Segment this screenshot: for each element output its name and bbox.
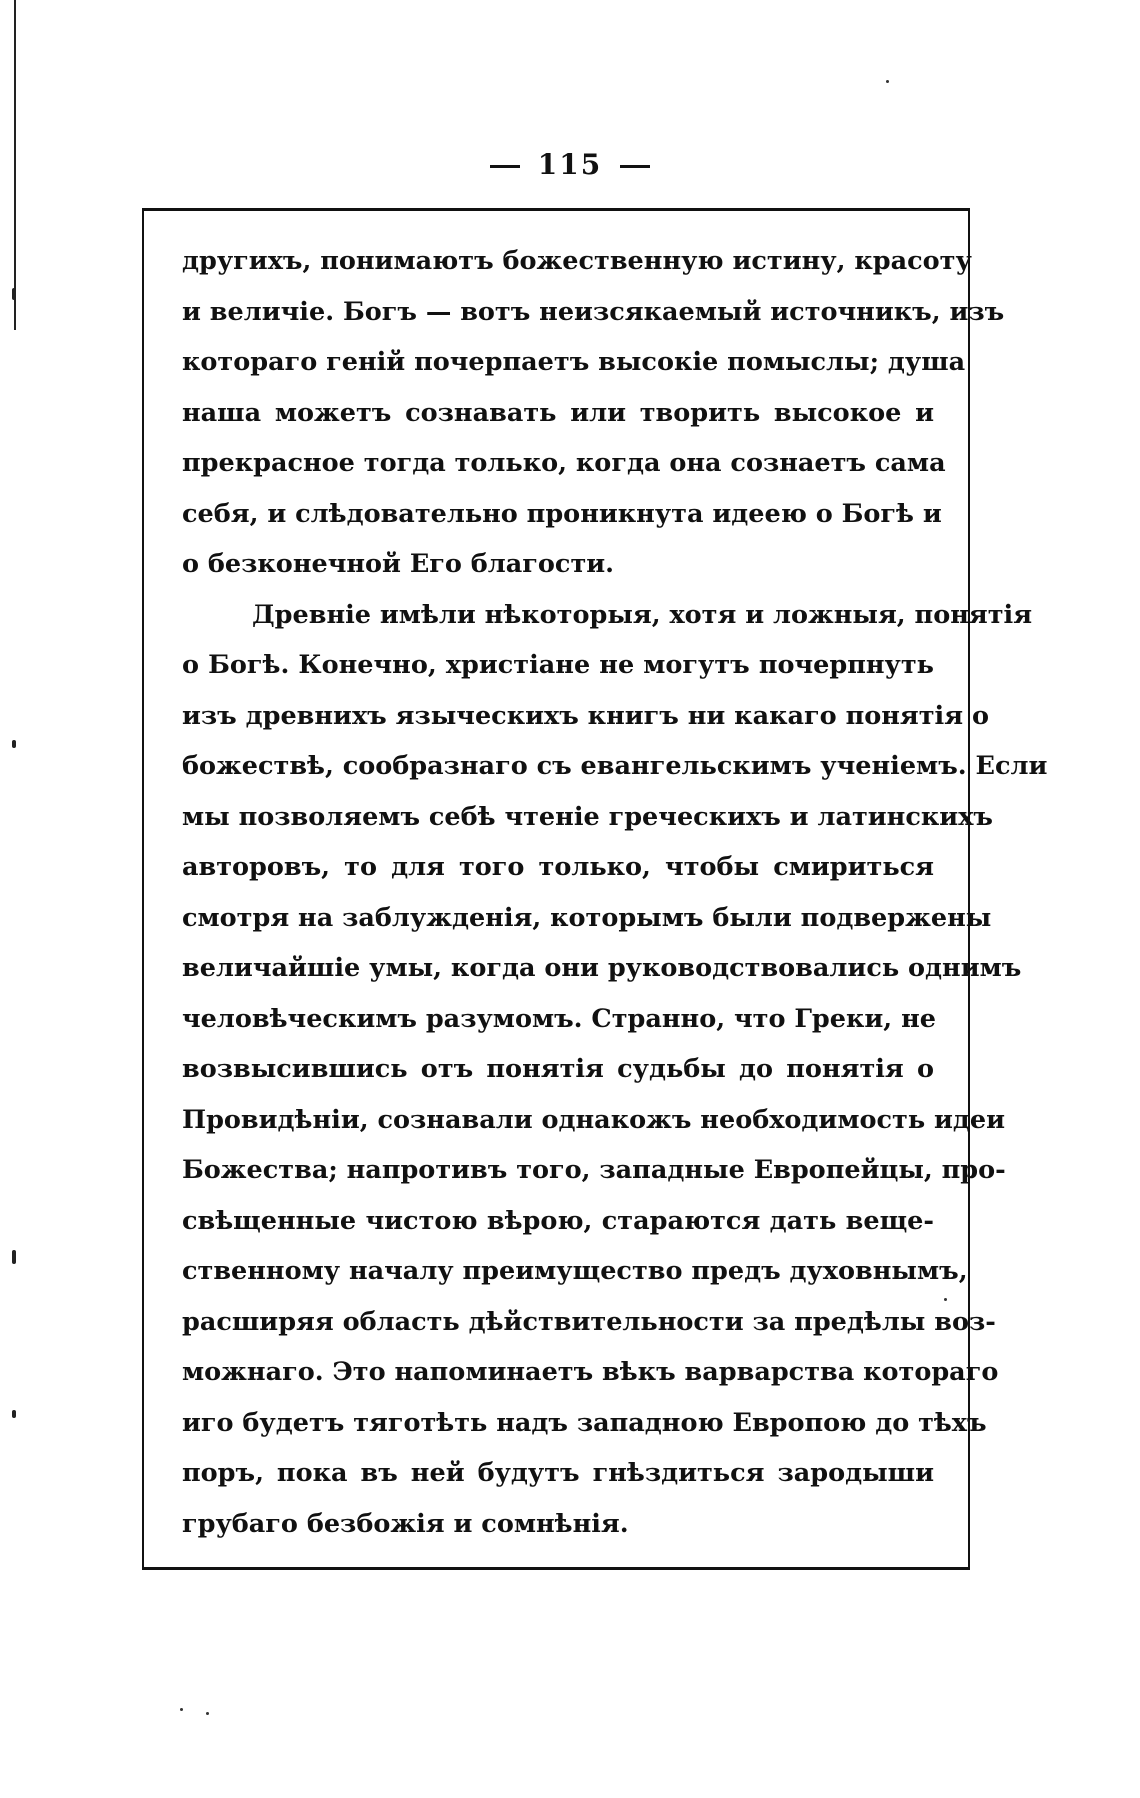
text-line: изъ древнихъ языческихъ книгъ ни какаго понятія о	[182, 700, 989, 731]
text-line: человѣческимъ разумомъ. Странно, что Греки, не	[182, 1003, 936, 1034]
text-line: ственному началу преимущество предъ духовнымъ,	[182, 1256, 968, 1286]
text-line: смотря на заблужденія, которымъ были подвержены	[182, 902, 992, 933]
scan-edge-mark	[12, 288, 16, 300]
text-line: наша можетъ сознавать или творить высокое и	[182, 397, 934, 428]
text-line: Древніе имѣли нѣкоторыя, хотя и ложныя, понятія	[252, 599, 1033, 630]
text-line: авторовъ, то для того только, чтобы смириться	[182, 852, 934, 882]
text-line: о Богѣ. Конечно, христіане не могутъ почерпнуть	[182, 650, 934, 680]
dash-right	[620, 165, 650, 168]
text-line: величайшіе умы, когда они руководствовались однимъ	[182, 953, 1022, 983]
text-line: котораго геній почерпаетъ высокіе помыслы; душа	[182, 347, 966, 377]
scan-edge-mark	[12, 1410, 16, 1418]
scan-speck	[886, 80, 889, 83]
scan-speck	[180, 1708, 183, 1711]
text-line: свѣщенные чистою вѣрою, стараются дать веще-	[182, 1205, 934, 1236]
page-number-value: 115	[537, 148, 603, 181]
scan-edge-mark	[12, 1250, 16, 1264]
text-line: грубаго безбожія и сомнѣнія.	[182, 1508, 629, 1539]
text-line: мы позволяемъ себѣ чтеніе греческихъ и латинскихъ	[182, 801, 993, 832]
text-line: Божества; напротивъ того, западные Европейцы, про-	[182, 1155, 1006, 1185]
text-line: о безконечной Его благости.	[182, 549, 615, 579]
page-number	[0, 148, 1140, 181]
text-line: иго будетъ тяготѣть надъ западною Европою до тѣхъ	[182, 1407, 987, 1438]
text-line: и величіе. Богъ — вотъ неизсякаемый источникъ, изъ	[182, 296, 1005, 327]
text-line: возвысившись отъ понятія судьбы до понятія о	[182, 1054, 934, 1084]
text-line: другихъ, понимаютъ божественную истину, красоту	[182, 246, 972, 276]
dash-left	[490, 165, 520, 168]
text-line: прекрасное тогда только, когда она сознаетъ сама	[182, 448, 946, 478]
text-line: поръ, пока въ ней будутъ гнѣздиться зародыши	[182, 1458, 934, 1488]
text-line: расширяя область дѣйствительности за предѣлы воз-	[182, 1306, 996, 1337]
text-line: Провидѣніи, сознавали однакожъ необходимость идеи	[182, 1104, 1006, 1135]
text-line: божествѣ, сообразнаго съ евангельскимъ ученіемъ. Если	[182, 751, 1048, 781]
text-line: себя, и слѣдовательно проникнута идеею о Богѣ и	[182, 498, 942, 529]
scan-speck	[206, 1712, 209, 1715]
body-text	[182, 236, 1048, 1549]
text-line: можнаго. Это напоминаетъ вѣкъ варварства котораго	[182, 1357, 999, 1387]
scan-edge-mark	[12, 740, 16, 748]
